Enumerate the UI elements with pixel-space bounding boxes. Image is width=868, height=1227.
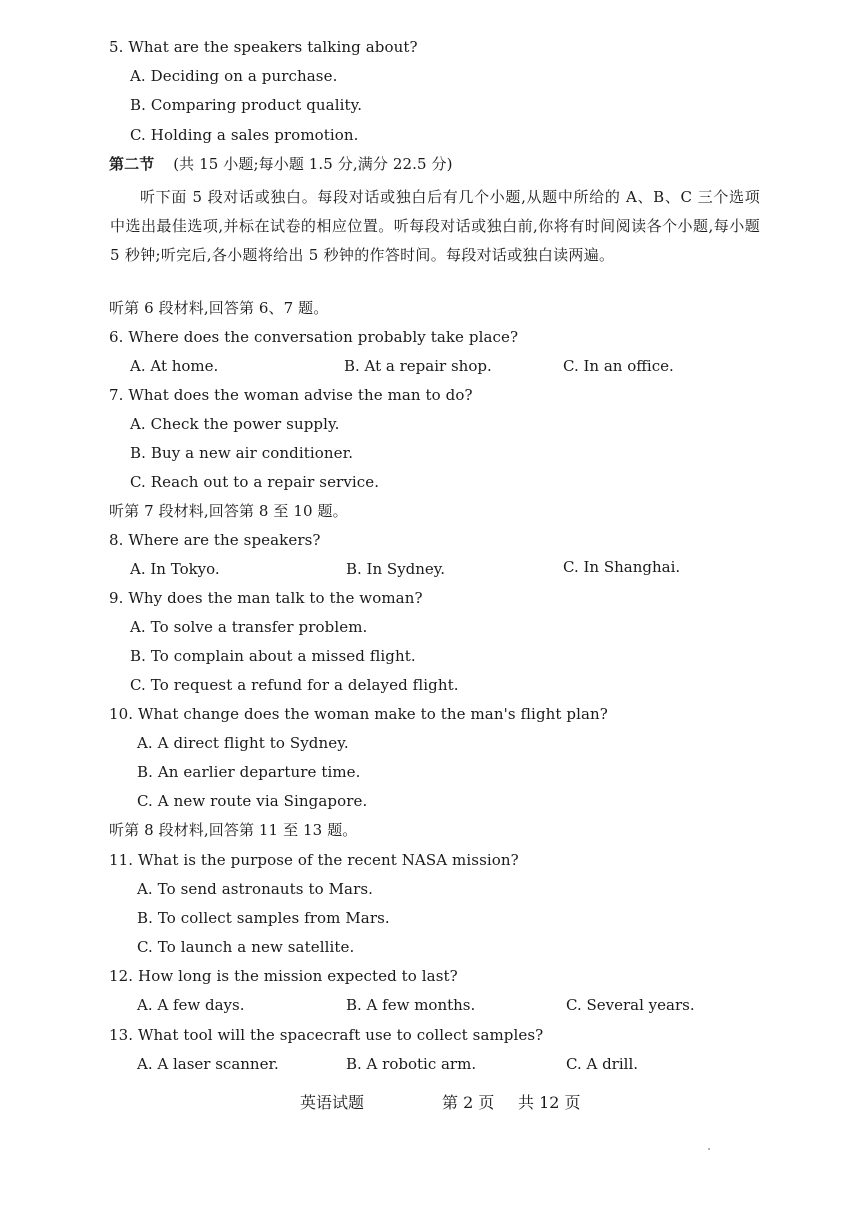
question-6-stem: 6. Where does the conversation probably take place? (109, 328, 519, 346)
question-9-stem: 9. Why does the man talk to the woman? (109, 589, 423, 607)
question-9-option-a: A. To solve a transfer problem. (130, 618, 368, 636)
question-7-option-a: A. Check the power supply. (130, 415, 340, 433)
question-12-option-a: A. A few days. (137, 996, 245, 1014)
question-6-option-a: A. At home. (130, 357, 219, 375)
question-7-stem: 7. What does the woman advise the man to do? (109, 386, 473, 404)
question-11-stem: 11. What is the purpose of the recent NASA mission? (109, 851, 519, 869)
footer-page-total: 共 12 页 (518, 1093, 581, 1112)
material-6-direction: 听第 6 段材料,回答第 6、7 题。 (109, 299, 329, 317)
question-13-stem: 13. What tool will the spacecraft use to collect samples? (109, 1026, 544, 1044)
material-7-direction: 听第 7 段材料,回答第 8 至 10 题。 (109, 502, 348, 520)
question-8-stem: 8. Where are the speakers? (109, 531, 321, 549)
question-10-stem: 10. What change does the woman make to the man's flight plan? (109, 705, 608, 723)
question-13-option-c: C. A drill. (566, 1055, 639, 1073)
question-9-option-c: C. To request a refund for a delayed flight. (130, 676, 459, 694)
question-11-option-a: A. To send astronauts to Mars. (137, 880, 374, 898)
section-title: 第二节 (109, 155, 155, 173)
scan-speck (708, 1148, 710, 1150)
question-12-option-b: B. A few months. (346, 996, 476, 1014)
question-5-option-b: B. Comparing product quality. (130, 96, 363, 114)
question-10-option-a: A. A direct flight to Sydney. (137, 734, 349, 752)
question-13-option-b: B. A robotic arm. (346, 1055, 477, 1073)
question-5-option-c: C. Holding a sales promotion. (130, 126, 359, 144)
question-8-option-c: C. In Shanghai. (563, 558, 681, 576)
footer-page-number: 第 2 页 (442, 1093, 495, 1112)
question-9-option-b: B. To complain about a missed flight. (130, 647, 416, 665)
section-note: (共 15 小题;每小题 1.5 分,满分 22.5 分) (173, 155, 453, 173)
question-8-option-b: B. In Sydney. (346, 560, 446, 578)
question-13-option-a: A. A laser scanner. (137, 1055, 279, 1073)
question-12-stem: 12. How long is the mission expected to last? (109, 967, 458, 985)
question-10-option-c: C. A new route via Singapore. (137, 792, 368, 810)
question-6-option-b: B. At a repair shop. (344, 357, 492, 375)
section-instructions: 听下面 5 段对话或独白。每段对话或独白后有几个小题,从题中所给的 A、B、C 三个选项中选出最佳选项,并标在试卷的相应位置。听每段对话或独白前,你将有时间阅读各个小题,每小题 5 秒钟;听完后,各小题将给出 5 秒钟的作答时间。每段对话或独白读两遍。 (110, 188, 760, 264)
section-heading (109, 154, 453, 174)
question-8-option-a: A. In Tokyo. (130, 560, 220, 578)
question-7-option-c: C. Reach out to a repair service. (130, 473, 380, 491)
question-5-option-a: A. Deciding on a purchase. (130, 67, 338, 85)
question-12-option-c: C. Several years. (566, 996, 695, 1014)
question-10-option-b: B. An earlier departure time. (137, 763, 361, 781)
question-6-option-c: C. In an office. (563, 357, 674, 375)
question-11-option-c: C. To launch a new satellite. (137, 938, 355, 956)
question-7-option-b: B. Buy a new air conditioner. (130, 444, 354, 462)
question-11-option-b: B. To collect samples from Mars. (137, 909, 390, 927)
footer-subject: 英语试题 (300, 1093, 365, 1112)
question-5-stem: 5. What are the speakers talking about? (109, 38, 418, 56)
material-8-direction: 听第 8 段材料,回答第 11 至 13 题。 (109, 821, 358, 839)
